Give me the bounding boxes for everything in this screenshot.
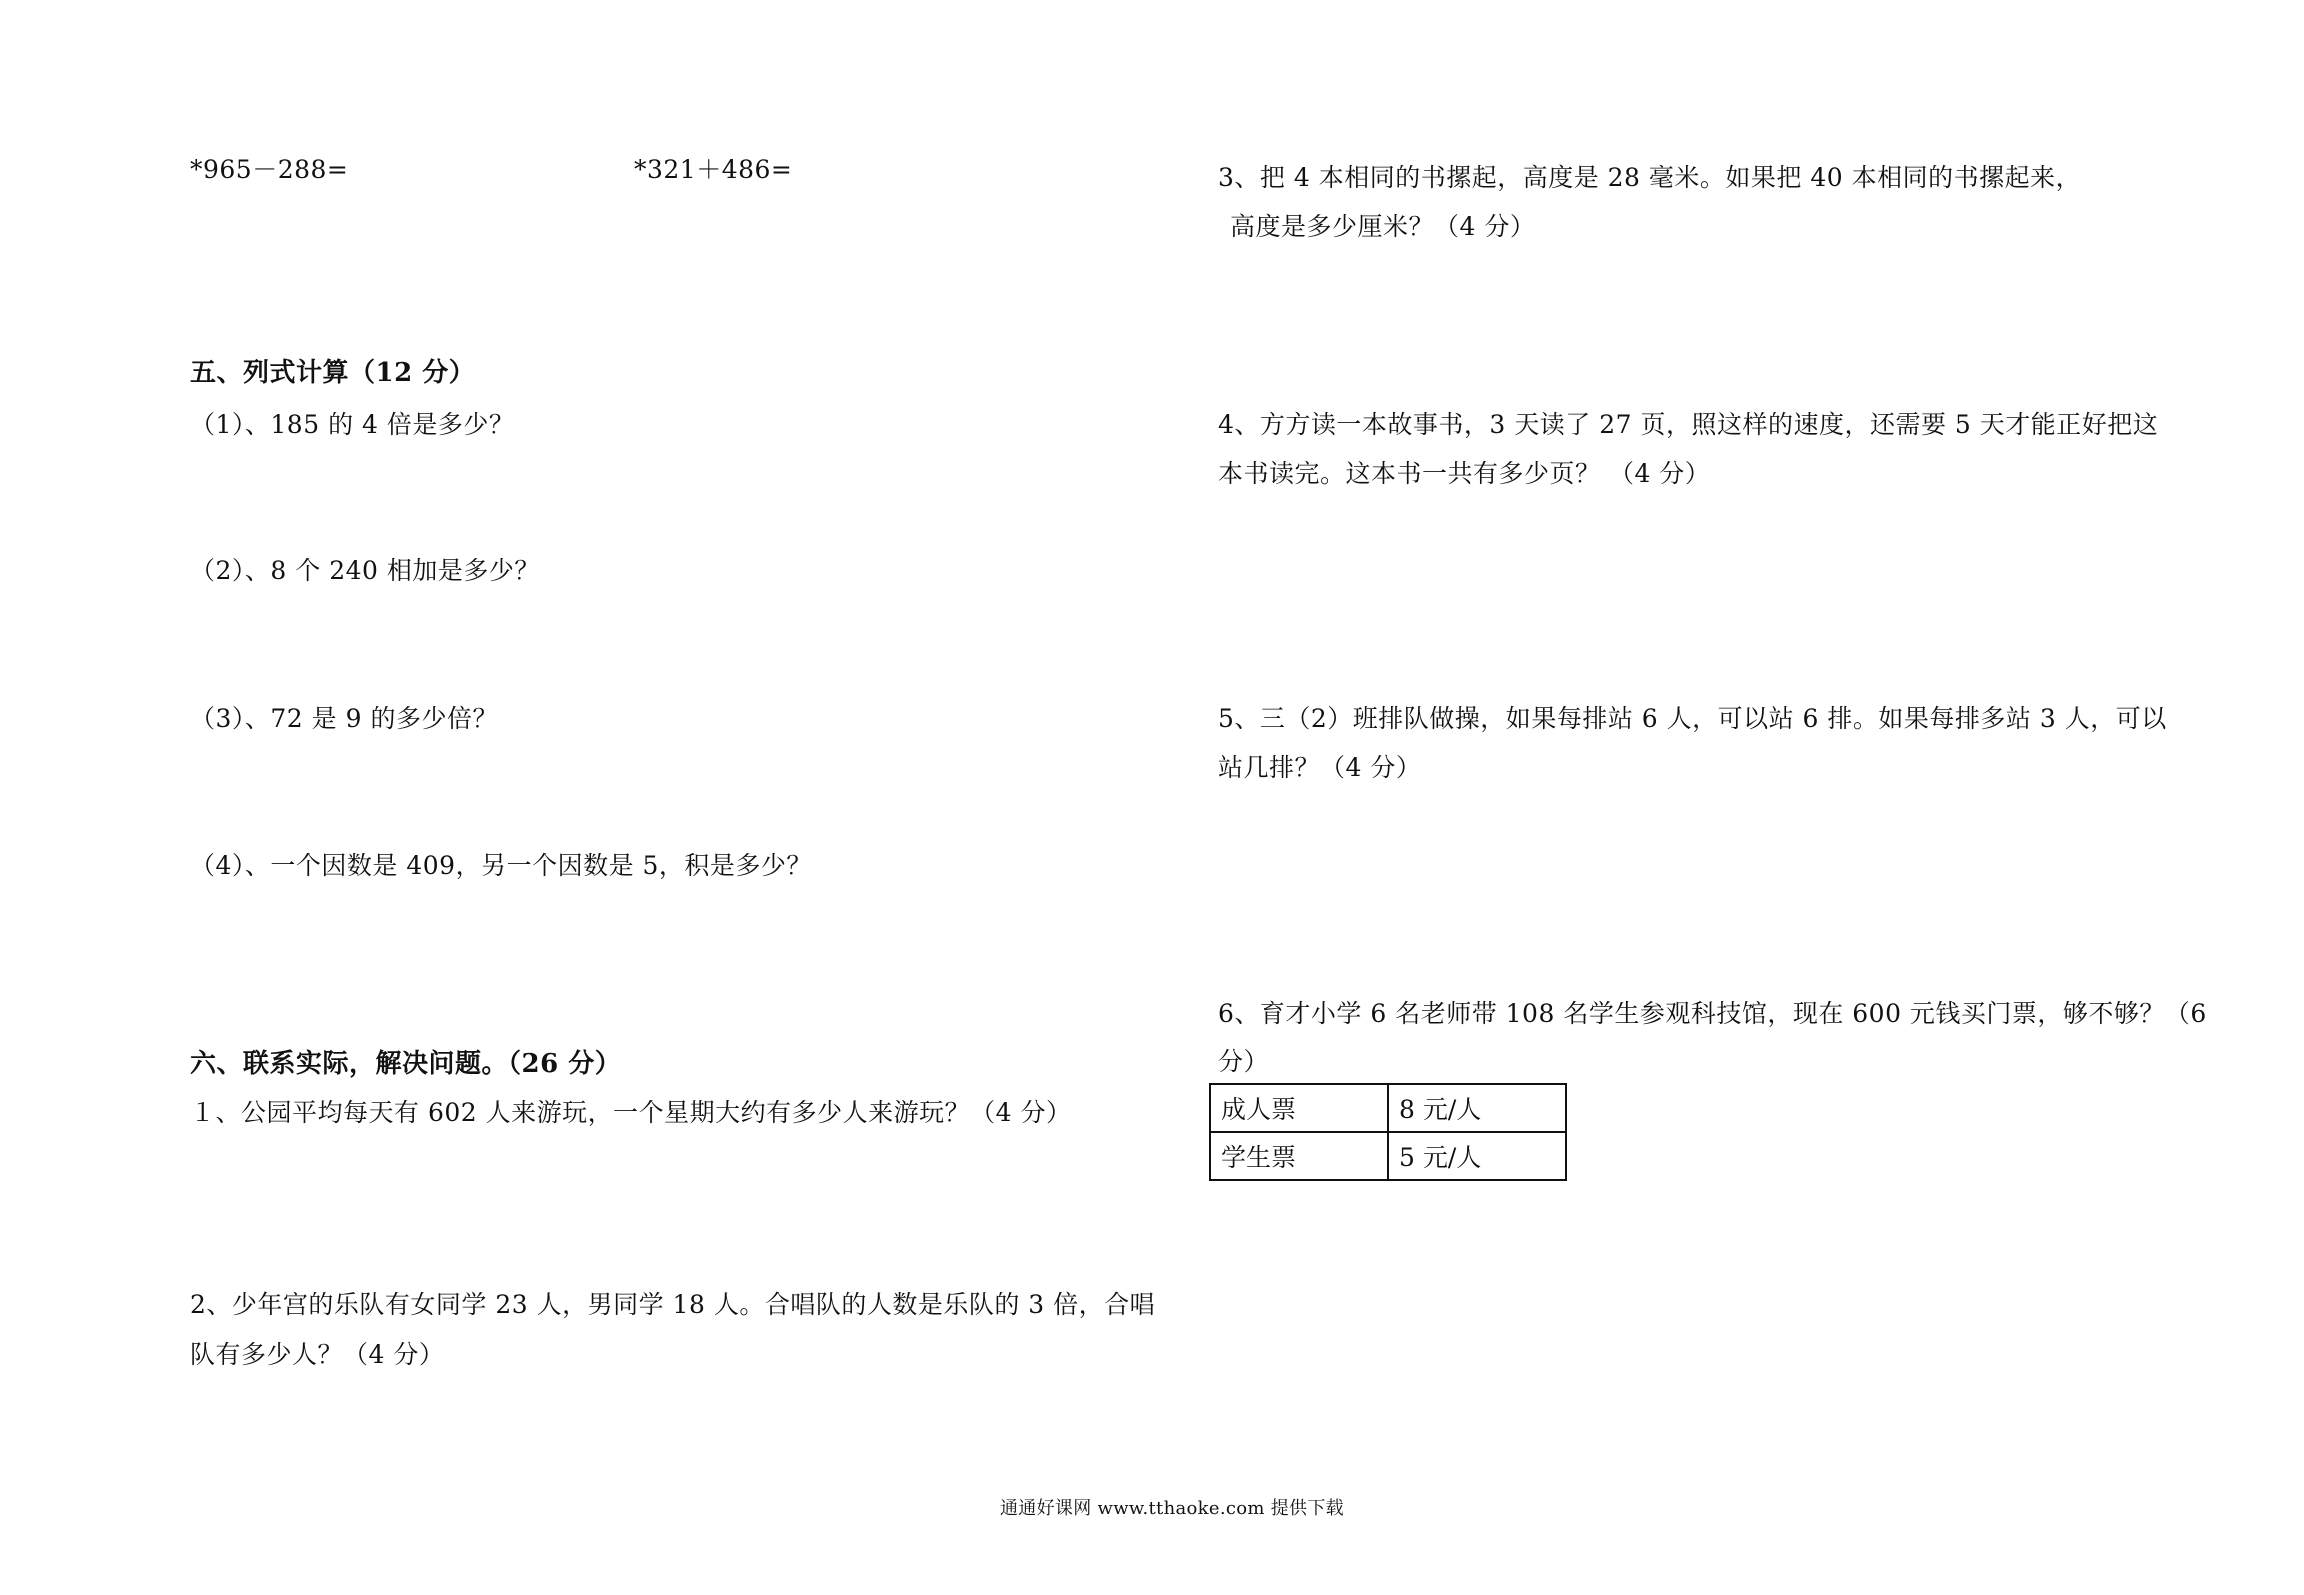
problem-2-line-2: 队有多少人？（4 分） [190,1340,445,1369]
section-5-question-3: （3）、72 是 9 的多少倍？ [190,704,498,733]
problem-2-line-1: 2、少年宫的乐队有女同学 23 人，男同学 18 人。合唱队的人数是乐队的 3 倍，合唱 [190,1290,1156,1319]
section-6-heading: 六、联系实际，解决问题。（26 分） [190,1049,622,1079]
table-row [1210,1084,1566,1132]
problem-4-line-1: 4、方方读一本故事书，3 天读了 27 页，照这样的速度，还需要 5 天才能正好把这 [1218,410,2159,439]
problem-5-line-1: 5、三（2）班排队做操，如果每排站 6 人，可以站 6 排。如果每排多站 3 人，可以 [1218,704,2167,733]
footer-source-text: 通通好课网 www.tthaoke.com 提供下载 [1000,1498,1344,1519]
problem-1: １、公园平均每天有 602 人来游玩，一个星期大约有多少人来游玩？（4 分） [190,1098,1072,1127]
ticket-type-cell: 学生票 [1210,1132,1388,1180]
ticket-price-cell: 5 元/人 [1388,1132,1566,1180]
calc-item-2: *321＋486= [634,155,793,184]
problem-6-line-2: 分） [1218,1047,1270,1076]
section-5-question-2: （2）、8 个 240 相加是多少？ [190,556,540,585]
ticket-type-cell: 成人票 [1210,1084,1388,1132]
calc-item-1: *965－288= [190,155,349,184]
problem-4-line-2: 本书读完。这本书一共有多少页？ （4 分） [1218,459,1711,488]
problem-6-line-1: 6、育才小学 6 名老师带 108 名学生参观科技馆，现在 600 元钱买门票，够不够？（6 [1218,999,2207,1028]
problem-5-line-2: 站几排？（4 分） [1218,753,1422,782]
table-row [1210,1132,1566,1180]
section-5-question-4: （4）、一个因数是 409，另一个因数是 5，积是多少？ [190,851,812,880]
problem-3-line-2: 高度是多少厘米？（4 分） [1230,212,1536,241]
section-5-heading: 五、列式计算（12 分） [190,358,476,388]
problem-3-line-1: 3、把 4 本相同的书摞起，高度是 28 毫米。如果把 40 本相同的书摞起来， [1218,163,2082,192]
ticket-price-cell: 8 元/人 [1388,1084,1566,1132]
section-5-question-1: （1）、185 的 4 倍是多少？ [190,410,515,439]
ticket-price-table [1209,1083,1567,1181]
